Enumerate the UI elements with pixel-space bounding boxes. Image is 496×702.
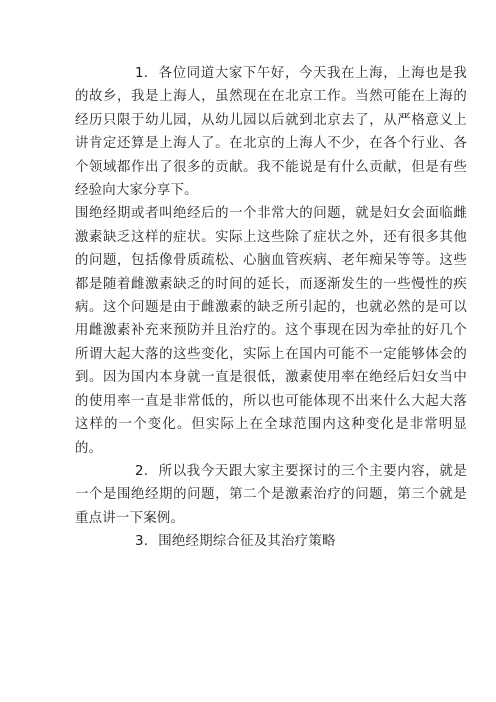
paragraph-text: 围绝经期或者叫绝经后的一个非常大的问题，就是妇女会面临雌激素缺乏这样的症状。实际上这些除了症状之外，还有很多其他的问题，包括像骨质疏松、心脑血管疾病、老年痴呆等等。这些都是随着雌激素缺乏的时间的延长，而逐渐发生的一些慢性的疾病。这个问题是由于雌激素的缺乏所引起的，也就必然的是可以用雌激素补充来预防并且治疗的。这个事现在因为牵扯的好几个所谓大起大落的这些变化，实际上在国内可能不一定能够体会的到。因为国内本身就一直是很低，激素使用率在绝经后妇女当中的使用率一直是非常低的，所以也可能体现不出来什么大起大落这样的一个变化。但实际上在全球范围内这种变化是非常明显的。	[75, 206, 467, 456]
paragraph-text: 围绝经期综合征及其治疗策略	[158, 534, 336, 550]
paragraph-number: 1.	[135, 66, 149, 81]
paragraph-text: 各位同道大家下午好，今天我在上海，上海也是我的故乡，我是上海人，虽然现在在北京工作。当然可能在上海的经历只限于幼儿园，从幼儿园以后就到北京去了，从严格意义上讲肯定还算是上海人了。在北京的上海人不少，在各个行业、各个领域都作出了很多的贡献。我不能说是有什么贡献，但是有些经验向大家分享下。	[75, 66, 467, 199]
paragraph-number: 3.	[135, 534, 149, 550]
paragraph-3	[75, 460, 467, 530]
paragraph-number: 2.	[135, 463, 149, 479]
paragraph-4	[75, 530, 467, 553]
paragraph-2	[75, 202, 467, 459]
paragraph-1	[75, 62, 467, 202]
document-body	[75, 62, 467, 554]
paragraph-text: 所以我今天跟大家主要探讨的三个主要内容，就是一个是围绝经期的问题，第二个是激素治疗的问题，第三个就是重点讲一下案例。	[75, 463, 467, 526]
